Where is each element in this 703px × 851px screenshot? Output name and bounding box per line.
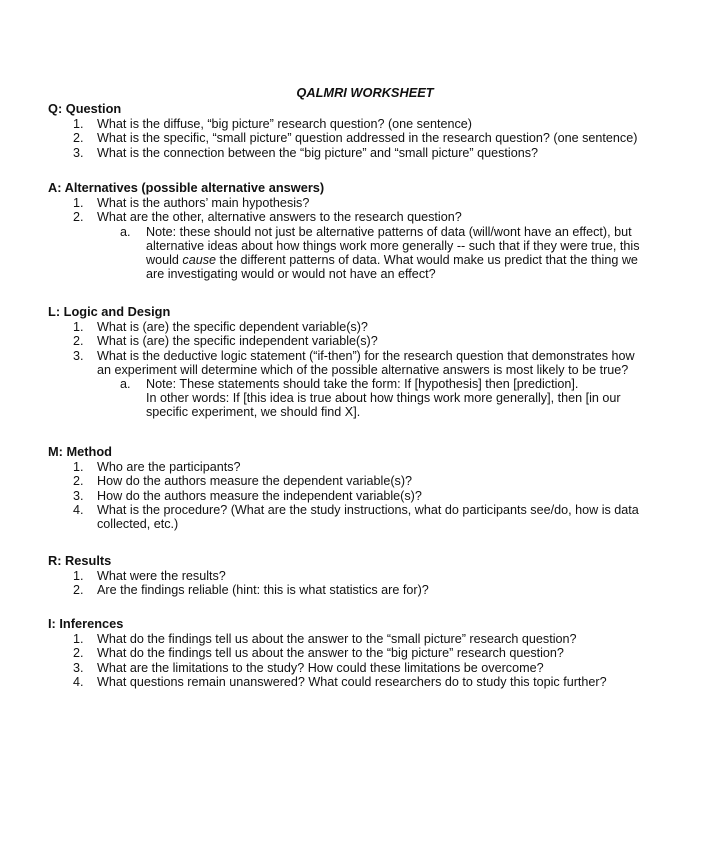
section-logic-design [48, 305, 688, 420]
list-item [48, 320, 688, 334]
list-item [48, 661, 688, 675]
list-item [48, 489, 688, 503]
text-run: the different patterns of data. What would make us predict that the thing we [216, 253, 638, 268]
list-item [48, 632, 688, 646]
sub-item-text: specific experiment, we should find X]. [146, 405, 361, 420]
item-text: What were the results? [97, 569, 226, 584]
item-text: What are the other, alternative answers to the research question? [97, 210, 462, 225]
emphasis-cause: cause [182, 253, 217, 268]
sub-item-text: are investigating would or would not have an effect? [146, 267, 436, 282]
item-number: 1. [73, 460, 84, 475]
list-item [48, 474, 688, 488]
list-item [48, 131, 688, 145]
item-number: 3. [73, 145, 84, 160]
item-number: 1. [73, 632, 84, 647]
item-text: What is (are) the specific dependent variable(s)? [97, 320, 368, 335]
item-number: 3. [73, 348, 84, 363]
section-heading: I: Inferences [48, 616, 124, 631]
sub-item-text [146, 253, 688, 267]
list-item [48, 675, 688, 689]
item-text: What is the connection between the “big picture” and “small picture” questions? [97, 145, 539, 160]
list-item [48, 646, 688, 660]
section-heading: R: Results [48, 553, 112, 568]
item-number: 4. [73, 502, 84, 517]
list-item [48, 569, 688, 583]
item-number: 2. [73, 646, 84, 661]
sub-item-text: alternative ideas about how things work more generally -- such that if they were true, this [146, 238, 640, 253]
section-heading: A: Alternatives (possible alternative answers) [48, 180, 325, 195]
section-question [48, 102, 688, 160]
item-number: 4. [73, 674, 84, 689]
item-number: 1. [73, 196, 84, 211]
item-number: 2. [73, 474, 84, 489]
item-number: 1. [73, 117, 84, 132]
list-item [48, 349, 688, 377]
sub-item-text: In other words: If [this idea is true about how things work more generally], then [in our [146, 391, 621, 406]
item-number: 3. [73, 488, 84, 503]
item-text: Are the findings reliable (hint: this is what statistics are for)? [97, 583, 429, 598]
section-alternatives [48, 181, 688, 281]
item-text: How do the authors measure the dependent variable(s)? [97, 474, 413, 489]
list-item [48, 503, 688, 531]
item-text: How do the authors measure the independent variable(s)? [97, 488, 422, 503]
sub-item [48, 225, 688, 282]
list-item [48, 146, 688, 160]
worksheet-title: QALMRI WORKSHEET [296, 85, 434, 100]
item-number: 3. [73, 660, 84, 675]
section-heading: L: Logic and Design [48, 304, 171, 319]
item-text: collected, etc.) [97, 517, 179, 532]
section-results [48, 554, 688, 598]
item-text: What are the limitations to the study? How could these limitations be overcome? [97, 660, 544, 675]
list-item [48, 117, 688, 131]
list-item [48, 196, 688, 210]
item-number: 1. [73, 320, 84, 335]
list-item [48, 334, 688, 348]
item-text: What is the specific, “small picture” question addressed in the research question? (one sentence) [97, 131, 638, 146]
item-text: What is the deductive logic statement (“if-then”) for the research question that demonstrates how [97, 348, 635, 363]
section-heading: Q: Question [48, 101, 122, 116]
item-text: What is the procedure? (What are the study instructions, what do participants see/do, how is data [97, 502, 639, 517]
item-number: 2. [73, 210, 84, 225]
item-text: What is the diffuse, “big picture” research question? (one sentence) [97, 117, 472, 132]
item-number: 2. [73, 131, 84, 146]
item-text: Who are the participants? [97, 460, 241, 475]
item-number: 2. [73, 334, 84, 349]
section-method [48, 445, 688, 531]
section-inferences [48, 617, 688, 689]
item-number: 1. [73, 569, 84, 584]
item-text: What do the findings tell us about the answer to the “big picture” research question? [97, 646, 564, 661]
sub-item-text: Note: These statements should take the form: If [hypothesis] then [prediction]. [146, 377, 579, 392]
sub-item-letter: a. [120, 224, 131, 239]
section-heading: M: Method [48, 444, 112, 459]
text-run: would [146, 253, 183, 268]
list-item [48, 210, 688, 224]
item-text: What is (are) the specific independent variable(s)? [97, 334, 378, 349]
item-text: What do the findings tell us about the answer to the “small picture” research question? [97, 632, 577, 647]
item-text: What is the authors’ main hypothesis? [97, 196, 310, 211]
list-item [48, 460, 688, 474]
list-item [48, 583, 688, 597]
item-text: an experiment will determine which of the possible alternative answers is most likely to be true? [97, 362, 629, 377]
item-number: 2. [73, 583, 84, 598]
sub-item [48, 377, 688, 420]
sub-item-letter: a. [120, 377, 131, 392]
sub-item-text: Note: these should not just be alternative patterns of data (will/wont have an effect), but [146, 224, 632, 239]
item-text: What questions remain unanswered? What could researchers do to study this topic further? [97, 674, 607, 689]
